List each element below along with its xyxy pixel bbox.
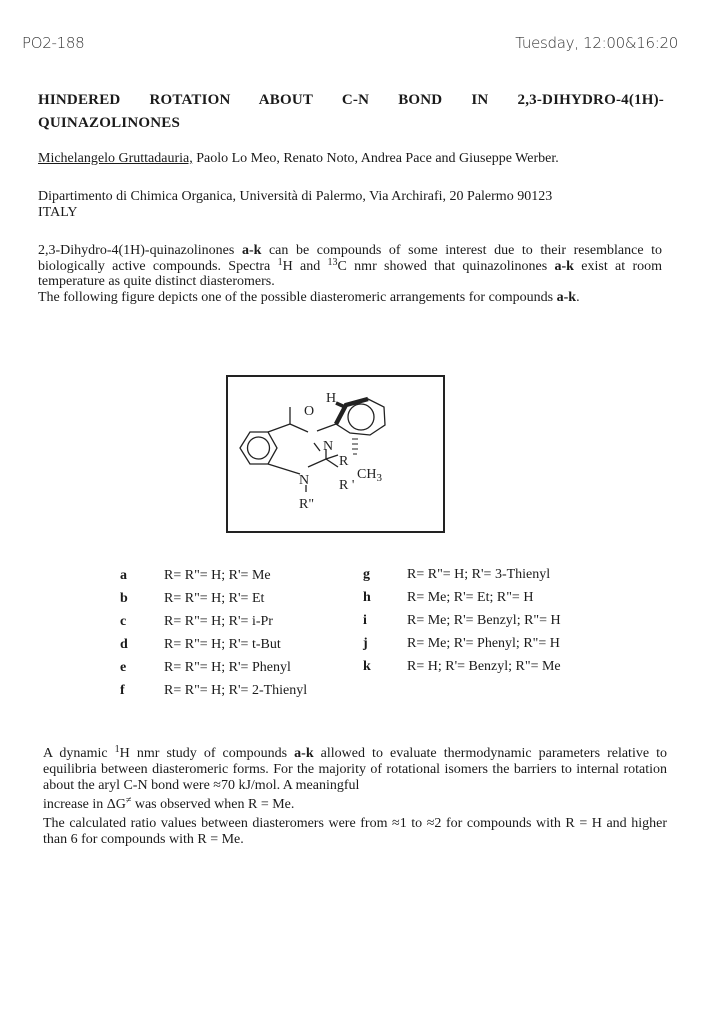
compound-entry <box>363 655 561 678</box>
compound-letter: k <box>363 659 371 674</box>
title-line-2: QUINAZOLINONES <box>38 115 180 131</box>
text-run: The following figure depicts one of the possible diasteromeric arrangements for compounds <box>38 289 557 305</box>
carbonyl-oxygen-label: O <box>304 404 315 419</box>
intro-paragraph-1 <box>38 243 662 290</box>
compound-letter: g <box>363 567 370 582</box>
methyl-subscript: 3 <box>376 472 382 484</box>
poster-code: PO2-188 <box>22 34 85 52</box>
compound-entry <box>120 679 307 702</box>
compound-range: a-k <box>294 746 314 761</box>
compound-letter: h <box>363 590 371 605</box>
compound-entry <box>120 587 307 610</box>
affiliation <box>38 189 662 221</box>
compound-entry <box>120 656 307 679</box>
compound-entry <box>363 632 561 655</box>
text-run: 2,3-Dihydro-4(1H)-quinazolinones <box>38 243 242 258</box>
compound-list-right <box>363 563 561 678</box>
text-run: exist at room temperature as quite distinct diasteromers. <box>38 258 662 289</box>
results-line-4 <box>43 794 667 816</box>
quinazolinone-structure <box>228 377 443 531</box>
r-double-prime-label: R" <box>299 497 315 512</box>
compound-letter: d <box>120 637 128 652</box>
session-schedule: Tuesday, 12:00&16:20 <box>515 34 678 52</box>
text-run: allowed to evaluate thermodynamic parameters relative to equilibria between diasteromeric forms. For the majority of rotational isomers the barriers to internal rotation about the aryl C-N bond were ≈70 kJ/mol. A meaningful <box>43 746 667 793</box>
ortho-hydrogen-label: H <box>326 391 337 406</box>
presenting-author: Michelangelo Gruttadauria, <box>38 151 193 166</box>
methyl-label <box>357 467 382 484</box>
co-authors: Paolo Lo Meo, Renato Noto, Andrea Pace and Giuseppe Werber. <box>192 151 559 166</box>
compound-substituents: R= R"= H; R'= i-Pr <box>164 614 273 629</box>
compound-substituents: R= Me; R'= Benzyl; R"= H <box>407 613 561 628</box>
activation-symbol: ≠ <box>125 795 132 806</box>
title-line-1: HINDERED ROTATION ABOUT C-N BOND IN 2,3-DIHYDRO-4(1H)- <box>38 92 664 108</box>
compound-substituents: R= Me; R'= Et; R"= H <box>407 590 534 605</box>
text-run: H and <box>282 258 328 274</box>
results-paragraph-2: The calculated ratio values between diasteromers were from ≈1 to ≈2 for compounds with R = H and higher than 6 for compounds with R = Me. <box>43 816 667 847</box>
compound-substituents: R= R"= H; R'= Phenyl <box>164 660 291 675</box>
compound-entry <box>363 586 561 609</box>
compound-substituents: R= R"= H; R'= 2-Thienyl <box>164 683 308 698</box>
structure-figure <box>226 375 445 533</box>
text-run: A dynamic <box>43 746 115 761</box>
compound-substituents: R= Me; R'= Phenyl; R"= H <box>407 636 560 651</box>
text-run: increase in ΔG <box>43 797 126 812</box>
compound-substituents: R= H; R'= Benzyl; R"= Me <box>407 659 561 674</box>
introduction <box>38 243 662 305</box>
compound-letter: c <box>120 614 127 629</box>
compound-substituents: R= R"= H; R'= Et <box>164 591 265 606</box>
compound-range: a-k <box>554 258 574 274</box>
intro-paragraph-2 <box>38 290 662 306</box>
compound-letter: b <box>120 591 128 606</box>
r-label: R <box>339 454 349 469</box>
compound-list-left <box>120 564 307 702</box>
compound-substituents: R= R"= H; R'= 3-Thienyl <box>407 567 551 582</box>
compound-entry <box>120 564 307 587</box>
affiliation-line-2: ITALY <box>38 205 78 220</box>
isotope-superscript: 1 <box>277 256 283 268</box>
compound-range: a-k <box>556 289 577 305</box>
compound-letter: f <box>120 683 125 698</box>
results-section <box>43 746 667 848</box>
paper-title <box>38 89 664 135</box>
compound-entry <box>363 563 561 586</box>
text-run: can be compounds of some interest due to their resemblance to biologically active compounds. Spectra <box>38 243 663 274</box>
affiliation-line-1: Dipartimento di Chimica Organica, Università di Palermo, Via Archirafi, 20 Palermo 90123 <box>38 189 553 204</box>
text-run: H nmr study of compounds <box>119 746 295 761</box>
methyl-ch: CH <box>357 467 377 482</box>
compound-range: a-k <box>241 243 262 258</box>
text-run: was observed when R = Me. <box>131 797 295 812</box>
n1-label: N <box>299 473 310 488</box>
isotope-superscript: 13 <box>327 256 338 268</box>
compound-entry <box>120 633 307 656</box>
compound-letter: j <box>363 636 368 651</box>
r-prime-label: R ' <box>339 478 355 493</box>
n3-label: N <box>323 439 334 454</box>
tolyl-ring <box>336 399 385 454</box>
compound-entry <box>363 609 561 632</box>
compound-letter: i <box>363 613 367 628</box>
compound-entry <box>120 610 307 633</box>
isotope-superscript: 1 <box>114 744 120 755</box>
compound-substituents: R= R"= H; R'= Me <box>164 568 271 583</box>
compound-letter: a <box>120 568 127 583</box>
author-list <box>38 151 662 167</box>
compound-substituents: R= R"= H; R'= t-But <box>164 637 281 652</box>
compound-letter: e <box>120 660 127 675</box>
results-paragraph-1 <box>43 746 667 816</box>
benzo-ring <box>240 432 277 464</box>
text-run: . <box>576 289 580 305</box>
text-run: C nmr showed that quinazolinones <box>337 258 555 274</box>
